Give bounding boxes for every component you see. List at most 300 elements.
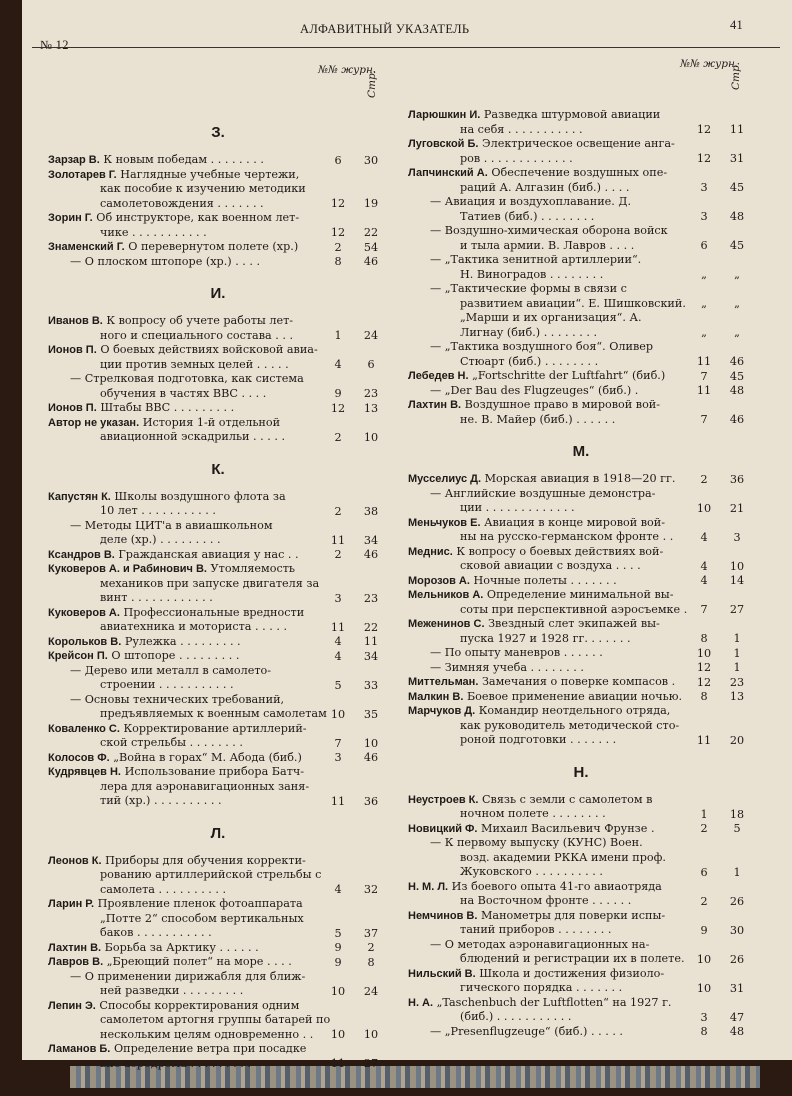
entry-line: [408, 384, 754, 399]
entry-line: [408, 923, 754, 938]
entry-text: „Потте 2“ способом вертикальных: [100, 911, 304, 925]
entry-text: Татиев (биб.) . . . . . . . .: [460, 209, 595, 223]
page-ref: 26: [729, 894, 745, 908]
entry-line: [408, 865, 754, 880]
entry-author: Куковеров А. и Рабинович В.: [48, 563, 207, 575]
entry-line: [408, 472, 754, 487]
entry-text: — О применении дирижабля для ближ-: [70, 969, 306, 983]
index-entry: [48, 519, 388, 548]
journal-number: 4: [334, 883, 342, 896]
entry-text: и тыла армии. В. Лавров . . . .: [460, 238, 635, 252]
page-ref: 19: [363, 197, 379, 210]
entry-text: Гражданская авиация у нас . .: [118, 547, 299, 561]
index-entry: [48, 854, 388, 898]
page-ref: 32: [363, 883, 379, 896]
entry-line: [408, 617, 754, 632]
entry-text: Обеспечение воздушных опе-: [491, 166, 668, 179]
index-entry: [408, 822, 754, 837]
entry-line: [408, 690, 754, 705]
journal-number: 10: [330, 707, 346, 721]
entry-line: [408, 210, 754, 225]
entry-text: К вопросу о боевых действиях вой-: [456, 544, 664, 558]
index-entry: [408, 646, 754, 661]
journal-number: 2: [334, 504, 342, 518]
journal-number: 3: [334, 751, 342, 764]
index-entry: [48, 635, 388, 650]
page-ref: 48: [729, 210, 745, 223]
journal-number: 12: [330, 197, 346, 210]
index-entry: [48, 941, 388, 956]
entry-line: [408, 108, 754, 123]
entry-text: рованию артиллерийской стрельбы с: [100, 868, 322, 881]
entry-text: О перевернутом полете (хр.): [128, 240, 299, 253]
journal-number: 8: [334, 255, 342, 268]
index-entry: [48, 153, 388, 168]
section-letter: И.: [210, 285, 226, 302]
journal-number: 11: [696, 384, 712, 397]
entry-author: Марчуков Д.: [408, 705, 476, 717]
pages-column-label: Стр.: [366, 69, 379, 99]
entry-line: [408, 704, 754, 719]
entry-line: [48, 970, 388, 985]
entry-line: [408, 719, 754, 734]
entry-text: Связь с земли с самолетом в: [481, 792, 653, 806]
entry-line: [408, 967, 754, 982]
journal-number: 11: [330, 1057, 346, 1070]
journal-number: 4: [334, 649, 342, 663]
entry-line: [48, 255, 388, 270]
right-column-header: [408, 60, 754, 108]
journal-number: 11: [330, 620, 346, 634]
entry-line: [408, 646, 754, 661]
entry-text: Авиация в конце мировой вой-: [484, 515, 666, 529]
entry-author: Лапчинский А.: [408, 167, 488, 179]
entry-line: [48, 329, 388, 344]
entry-text: „Война в горах“ М. Абода (биб.): [113, 750, 302, 764]
index-entry: [408, 880, 754, 909]
entry-line: [48, 533, 388, 548]
index-entry: [408, 793, 754, 822]
entry-text: — „Der Bau des Flugzeuges“ (биб.) .: [430, 383, 639, 397]
entry-line: [48, 153, 388, 168]
page-ref: 33: [363, 678, 379, 692]
entry-author: Зарзар В.: [48, 154, 100, 166]
page-ref: 10: [363, 430, 379, 444]
entry-text: „Fortschritte der Luftfahrt“ (биб.): [472, 369, 666, 382]
entry-line: [408, 340, 754, 355]
entry-line: [408, 355, 754, 370]
entry-text: ров . . . . . . . . . . . . .: [460, 151, 573, 165]
entry-text: Замечания о поверке компасов .: [481, 675, 676, 688]
index-entry: [48, 897, 388, 941]
entry-author: Меженинов С.: [408, 618, 485, 630]
entry-text: ного и специального состава . . .: [100, 328, 293, 342]
entry-line: [48, 868, 388, 883]
entry-author: Ксандров В.: [48, 548, 115, 561]
entry-author: Н. М. Л.: [408, 880, 449, 893]
index-entry: [408, 282, 754, 311]
journal-number: 4: [700, 574, 708, 587]
index-entry: [408, 166, 754, 195]
index-entry: [48, 401, 388, 416]
index-entry: [408, 836, 754, 880]
journal-number: 10: [696, 501, 712, 515]
entry-author: Малкин В.: [408, 690, 464, 703]
index-entry: [408, 704, 754, 748]
entry-text: Школы воздушного флота за: [114, 489, 286, 503]
journal-number: 7: [334, 736, 342, 750]
index-entry: [48, 664, 388, 693]
journal-number: 7: [700, 369, 708, 383]
entry-line: [48, 984, 388, 999]
entry-text: — „Тактика зенитной артиллерии“.: [430, 253, 642, 266]
entry-line: [408, 282, 754, 297]
entry-text: авиатехника и моториста . . . . .: [100, 620, 288, 633]
entry-line: [408, 559, 754, 574]
entry-text: Способы корректирования одним: [99, 998, 300, 1012]
journal-number: 2: [700, 894, 708, 908]
section-letter: З.: [211, 124, 225, 141]
index-entry: [408, 195, 754, 224]
entry-text: Проявление пленок фотоаппарата: [97, 897, 303, 910]
entry-line: [408, 123, 754, 138]
entry-line: [48, 941, 388, 956]
header-rule: [32, 47, 780, 48]
journal-number: 3: [334, 591, 342, 605]
entry-text: Жуковского . . . . . . . . . .: [460, 865, 603, 878]
journal-number: 7: [700, 413, 708, 426]
entry-author: Морозов А.: [408, 574, 470, 587]
journal-number: 11: [696, 733, 712, 747]
entry-author: Капустян К.: [48, 490, 111, 503]
page-ref: 18: [729, 807, 745, 821]
entry-text: — „Тактика воздушного боя“. Оливер: [430, 340, 654, 353]
entry-text: чике . . . . . . . . . . .: [100, 225, 207, 239]
page-ref: 27: [729, 603, 745, 616]
entry-line: [408, 398, 754, 413]
page-ref: 13: [729, 690, 745, 703]
entry-text: возд. академии РККА имени проф.: [460, 850, 666, 864]
entry-line: [48, 548, 388, 563]
entry-line: [48, 490, 388, 505]
entry-author: Коваленко С.: [48, 722, 120, 735]
entry-text: строении . . . . . . . . . . .: [100, 678, 234, 691]
entry-line: [408, 297, 754, 312]
journal-number: 3: [700, 181, 708, 194]
entry-author: Нильский В.: [408, 967, 476, 980]
entry-author: Крейсон П.: [48, 650, 108, 662]
journal-number: 2: [334, 548, 342, 561]
journal-number: 3: [700, 1010, 708, 1024]
entry-text: блюдений и регистрации их в полете.: [460, 952, 685, 965]
entry-line: [48, 765, 388, 780]
entry-text: Из боевого опыта 41-го авиаотряда: [451, 879, 662, 893]
index-entry: [48, 751, 388, 766]
index-entry: [408, 661, 754, 676]
entry-text: — К первому выпуску (КУНС) Воен.: [430, 836, 643, 849]
entry-text: К новым победам . . . . . . . .: [103, 153, 264, 166]
entry-line: [408, 501, 754, 516]
entry-text: механиков при запуске двигателя за: [100, 576, 320, 590]
entry-line: [48, 1042, 388, 1057]
index-entry: [408, 617, 754, 646]
entry-line: [408, 807, 754, 822]
journal-number: 8: [700, 690, 708, 703]
entry-line: [408, 880, 754, 895]
entry-text: Об инструкторе, как военном лет-: [96, 211, 300, 224]
journal-number: 4: [700, 530, 708, 544]
journal-number: 10: [330, 1028, 346, 1041]
entry-text: Воздушное право в мировой вой-: [464, 398, 661, 411]
entry-author: Меньчуков Е.: [408, 516, 481, 529]
entry-text: — Английские воздушные демонстра-: [430, 486, 656, 500]
entry-text: — О плоском штопоре (хр.) . . . .: [70, 254, 261, 268]
entry-line: [408, 952, 754, 967]
entry-author: Меднис.: [408, 545, 453, 558]
entry-line: [408, 268, 754, 283]
page-ref: 45: [729, 181, 745, 194]
entry-text: Наглядные учебные чертежи,: [120, 167, 300, 181]
index-entry: [408, 253, 754, 282]
entry-line: [48, 664, 388, 679]
journal-number: 9: [334, 387, 342, 400]
page-ref: 1: [733, 646, 741, 660]
entry-author: Лавров В.: [48, 956, 104, 968]
journal-number: 10: [696, 981, 712, 995]
entry-text: тий (хр.) . . . . . . . . . .: [100, 794, 222, 807]
journal-number: 12: [696, 123, 712, 136]
entry-author: Луговской Б.: [408, 138, 479, 150]
entry-line: [48, 562, 388, 577]
index-entry: [48, 314, 388, 343]
journal-number: „: [701, 268, 707, 281]
entry-author: Ламанов Б.: [48, 1043, 111, 1055]
page-ref: 2: [367, 941, 375, 954]
page-ref: 10: [363, 736, 379, 750]
page-ref: 27: [363, 1057, 379, 1070]
index-entry: [408, 967, 754, 996]
entry-text: — Дерево или металл в самолето-: [70, 663, 272, 677]
entry-text: соты при перспективной аэросъемке .: [460, 602, 688, 616]
journal-number: 2: [334, 430, 342, 444]
entry-author: Золотарев Г.: [48, 168, 117, 181]
page-ref: 26: [729, 952, 745, 966]
entry-text: роной подготовки . . . . . . .: [460, 733, 617, 746]
page-ref: 24: [363, 984, 379, 998]
index-entry: [408, 311, 754, 340]
index-entry: [408, 996, 754, 1025]
entry-text: ней разведки . . . . . . . . .: [100, 984, 244, 997]
entry-line: [48, 211, 388, 226]
index-entry: [408, 1025, 754, 1040]
entry-text: обучения в частях ВВС . . . .: [100, 386, 267, 400]
entry-line: [48, 197, 388, 212]
entry-author: Ларин Р.: [48, 898, 95, 910]
entry-text: баков . . . . . . . . . . .: [100, 926, 212, 939]
entry-line: [408, 530, 754, 545]
entry-line: [408, 793, 754, 808]
index-entry: [48, 722, 388, 751]
index-entry: [408, 224, 754, 253]
index-entry: [408, 340, 754, 369]
page-ref: 22: [363, 226, 379, 239]
journal-number: 12: [696, 152, 712, 165]
entry-line: [48, 999, 388, 1014]
journal-number: 11: [330, 794, 346, 808]
journal-number: 7: [700, 603, 708, 616]
entry-line: [48, 897, 388, 912]
journals-column-label: №№ журн.: [318, 64, 377, 76]
index-entry: [408, 398, 754, 427]
entry-text: — Методы ЦИТ'а в авиашкольном: [70, 518, 273, 532]
entry-line: [48, 1028, 388, 1043]
entry-line: [408, 574, 754, 589]
page-title: АЛФАВИТНЫЙ УКАЗАТЕЛЬ: [300, 22, 470, 36]
entry-line: [48, 736, 388, 751]
entry-text: самолетом артогня группы батарей по: [100, 1013, 331, 1026]
page-ref: 20: [729, 733, 745, 747]
page-ref: 54: [363, 240, 379, 254]
journal-number: 10: [696, 646, 712, 660]
entry-line: [408, 137, 754, 152]
entry-text: сковой авиации с воздуха . . . .: [460, 559, 641, 572]
entry-line: [48, 240, 388, 255]
entry-text: Рулежка . . . . . . . . .: [124, 634, 241, 648]
page-ref: 21: [729, 501, 745, 515]
entry-line: [408, 152, 754, 167]
page-ref: 10: [363, 1028, 379, 1041]
entry-line: [48, 678, 388, 693]
entry-text: Разведка штурмовой авиации: [483, 108, 661, 121]
index-entry: [48, 490, 388, 519]
index-entry: [408, 675, 754, 690]
entry-text: деле (хр.) . . . . . . . . .: [100, 533, 221, 546]
page-ref: 10: [729, 559, 745, 573]
index-entry: [408, 369, 754, 384]
pages-column-label: Стр.: [730, 61, 743, 91]
index-entry: [408, 137, 754, 166]
entry-line: [408, 253, 754, 268]
entry-line: [408, 733, 754, 748]
index-entry: [408, 487, 754, 516]
entry-text: Штабы ВВС . . . . . . . . .: [100, 401, 235, 414]
entry-line: [48, 635, 388, 650]
entry-line: [408, 516, 754, 531]
entry-text: ции против земных целей . . . . .: [100, 357, 289, 371]
entry-line: [408, 851, 754, 866]
entry-line: [408, 326, 754, 341]
entry-line: [48, 912, 388, 927]
journals-column-label: №№ журн.: [680, 58, 739, 70]
entry-line: [48, 794, 388, 809]
entry-author: Лебедев Н.: [408, 370, 469, 382]
entry-line: [408, 487, 754, 502]
entry-text: на себя . . . . . . . . . . .: [460, 122, 583, 136]
journal-number: 10: [696, 952, 712, 966]
page-ref: „: [734, 268, 740, 281]
entry-line: [48, 751, 388, 766]
entry-text: авиационной эскадрильи . . . . .: [100, 430, 286, 443]
entry-text: Стюарт (биб.) . . . . . . . .: [460, 354, 599, 368]
entry-author: Ионов П.: [48, 402, 97, 414]
index-entry: [48, 649, 388, 664]
page-ref: 46: [729, 355, 745, 368]
left-column-header: [48, 60, 388, 108]
entry-line: [408, 675, 754, 690]
entry-line: [48, 416, 388, 431]
entry-author: Лахтин В.: [48, 941, 102, 954]
journal-number: 1: [700, 807, 708, 821]
journal-number: 9: [700, 923, 708, 937]
entry-text: Ночные полеты . . . . . . .: [473, 573, 617, 587]
page-ref: 46: [729, 413, 745, 426]
page-ref: 3: [733, 530, 741, 544]
entry-text: развитием авиации“. Е. Шишковский.: [460, 296, 686, 310]
entry-text: винт . . . . . . . . . . . .: [100, 591, 213, 604]
journal-number: 12: [330, 226, 346, 239]
page-ref: 1: [733, 661, 741, 674]
page-ref: 31: [729, 152, 745, 165]
page-ref: 34: [363, 649, 379, 663]
entry-line: [408, 894, 754, 909]
page-ref: 36: [363, 794, 379, 808]
section-letter: Н.: [573, 763, 589, 781]
right-column: [408, 60, 754, 1039]
journal-number: 8: [700, 1025, 708, 1038]
page-ref: 34: [363, 533, 379, 547]
page-ref: 45: [729, 369, 745, 383]
entry-line: [48, 649, 388, 664]
journal-number: 3: [700, 210, 708, 223]
entry-line: [408, 1025, 754, 1040]
page-ref: 14: [729, 574, 745, 587]
entry-text: предъявляемых к военным самолетам: [100, 707, 327, 720]
entry-author: Автор не указан.: [48, 416, 140, 429]
entry-text: Лигнау (биб.) . . . . . . . .: [460, 325, 598, 339]
entry-text: — Зимняя учеба . . . . . . . .: [430, 660, 584, 674]
entry-text: раций А. Алгазин (биб.) . . . .: [460, 180, 630, 194]
entry-line: [48, 926, 388, 941]
entry-text: „Бреющий полет“ на море . . . .: [106, 955, 292, 968]
entry-line: [408, 822, 754, 837]
entry-line: [48, 182, 388, 197]
entry-text: — Авиация и воздухоплавание. Д.: [430, 195, 632, 208]
entry-author: Н. А.: [408, 996, 434, 1009]
index-entry: [48, 693, 388, 722]
journal-number: 6: [700, 865, 708, 879]
entry-text: 10 лет . . . . . . . . . . .: [100, 504, 216, 517]
page-ref: 37: [363, 926, 379, 940]
entry-line: [408, 1010, 754, 1025]
entry-line: [48, 519, 388, 534]
entry-text: Школа и достижения физиоло-: [479, 966, 665, 980]
entry-author: Зорин Г.: [48, 212, 93, 224]
entry-author: Колосов Ф.: [48, 751, 110, 764]
page-ref: 47: [729, 1010, 745, 1024]
page-number: 41: [730, 18, 744, 32]
journal-number: „: [701, 326, 707, 339]
left-column: [48, 60, 388, 1071]
entry-author: Иванов В.: [48, 315, 103, 327]
entry-text: О боевых действиях войсковой авиа-: [100, 343, 318, 356]
journal-number: 9: [334, 955, 342, 969]
page-ref: 1: [733, 632, 741, 645]
entry-line: [48, 854, 388, 869]
entry-text: — „Presenflugzeuge“ (биб.) . . . . .: [430, 1024, 623, 1038]
entry-text: Утомляемость: [210, 562, 296, 575]
entry-line: [48, 314, 388, 329]
entry-author: Кудрявцев Н.: [48, 766, 121, 778]
